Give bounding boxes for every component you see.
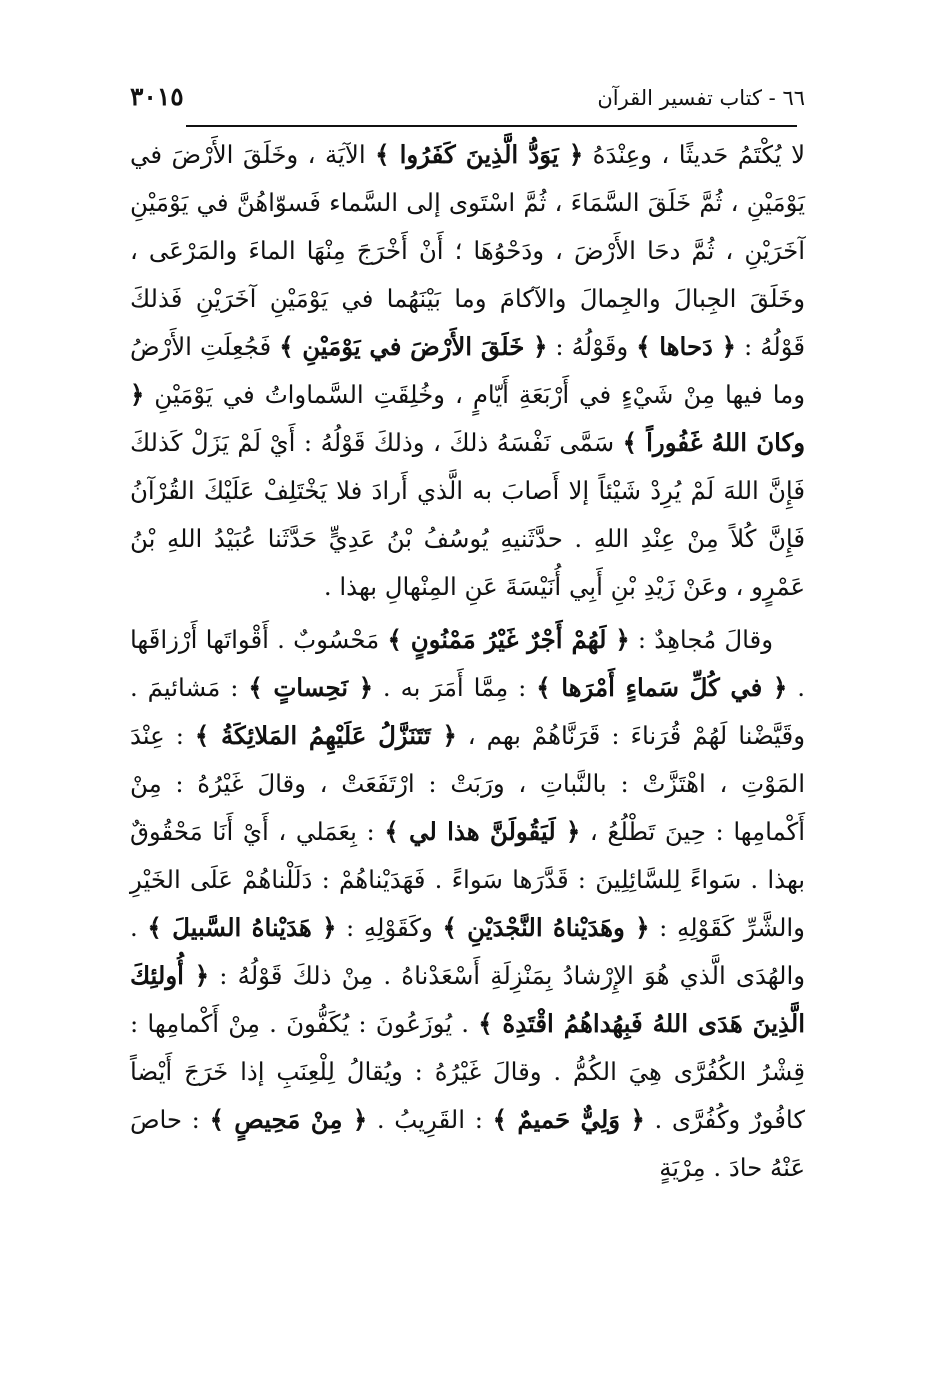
text-segment: . والهُدَى الَّذي هُوَ الإِرْشادُ بِمَنْزِلَةِ أَسْعَدْناهُ . مِنْ ذلكَ قَوْلُهُ : <box>130 913 806 990</box>
text-segment: لا يُكْتَمُ حَديثًا ، وعِنْدَهُ <box>583 140 805 169</box>
quran-quote: ﴿ نَحِساتٍ ﴾ <box>248 673 373 702</box>
quran-quote: ﴿ هَدَيْناهُ السَّبيلَ ﴾ <box>147 913 337 942</box>
quran-quote: ﴿ وهَدَيْناهُ النَّجْدَيْنِ ﴾ <box>442 913 650 942</box>
quran-quote: ﴿ يَوَدُّ الَّذِينَ كَفَرُوا ﴾ <box>375 140 584 169</box>
text-segment: : بِعَمَلي ، أَيْ أَنَا مَحْقُوقٌ بهذا . سَواءً لِلسَّائِلِينَ : قَدَّرَها سَواءً . فَهَدَيْناهُمْ : دَلَلْناهُمْ عَلَى الخَيْرِ والشَّرِّ كَقَوْلِهِ : <box>130 817 805 942</box>
text-segment: مَحْسُوبٌ . أَقْواتَها أَرْزاقَها . <box>130 625 805 702</box>
body-text <box>130 131 805 1192</box>
quran-quote: ﴿ خَلَقَ الأَرْضَ في يَوْمَيْنِ ﴾ <box>279 332 548 361</box>
quran-quote: ﴿ مِنْ مَحِيصٍ ﴾ <box>209 1105 368 1134</box>
quran-quote: ﴿ دَحاها ﴾ <box>636 332 736 361</box>
text-segment: وقالَ مُجاهِدٌ : <box>629 625 773 654</box>
quran-quote: ﴿ وَلِيٌّ حَميمٌ ﴾ <box>492 1105 645 1134</box>
quran-quote: ﴿ وكانَ اللهُ غَفُوراً ﴾ <box>130 380 805 457</box>
paragraph <box>130 616 805 1192</box>
quran-quote: ﴿ لَهُمْ أَجْرٌ غَيْرُ مَمْنُونٍ ﴾ <box>387 625 630 654</box>
text-segment: الآيَة ، وخَلَقَ الأَرْضَ في يَوْمَيْنِ ، ثُمَّ خَلَقَ السَّمَاءَ ، ثُمَّ اسْتَوى إلى السَّماء فَسوّاهُنَّ في يَوْمَيْنِ آخَرَيْنِ ، ثُمَّ دحَا الأَرْضَ ، ودَحْوُهَا ؛ أَنْ أَخْرَجَ مِنْهَا الماءَ والمَرْعَى ، وخَلَقَ الجِبالَ والجِمالَ والآكامَ وما بَيْنَهُما في يَوْمَيْنِ آخَرَيْنِ فَذلكَ قَوْلُهُ : <box>130 140 805 361</box>
text-segment: وكَقَوْلِهِ : <box>336 913 443 942</box>
text-segment: : عِنْدَ المَوْتِ ، اهْتَزَّتْ : بالنَّباتِ ، ورَبَتْ : ارْتَفَعَتْ ، وقالَ غَيْرُهُ : مِنْ أَكْمامِها : حِينَ تَطْلُعُ ، <box>130 721 805 846</box>
text-segment: : القَرِيبُ . <box>367 1105 493 1134</box>
quran-quote: ﴿ لَيَقُولَنَّ هذا لي ﴾ <box>384 817 581 846</box>
text-segment: : مِمَّا أَمَرَ به . <box>373 673 537 702</box>
text-segment: : مَشائيمَ . وقَيَّضْنا لَهُمْ قُرَناءَ : قَرَنَّاهُمْ بهم ، <box>130 673 805 750</box>
text-segment: : حاصَ عَنْهُ حادَ . مِرْيَةٍ <box>130 1105 805 1182</box>
quran-quote: ﴿ تَتَنَزَّلُ عَلَيْهِمُ المَلائِكَةُ ﴾ <box>194 721 457 750</box>
text-segment: وقَوْلُهُ : <box>547 332 637 361</box>
running-title: ٦٦ - كتاب تفسير القرآن <box>597 86 805 110</box>
text-segment: فَجُعِلَتِ الأَرْضُ وما فيها مِنْ شَيْءٍ في أَرْبَعَةِ أَيّامٍ ، وخُلِقَتِ السَّماواتُ في يَوْمَيْنِ <box>130 332 805 409</box>
page-header <box>130 78 805 122</box>
quran-quote: ﴿ في كُلِّ سَماءٍ أَمْرَها ﴾ <box>536 673 788 702</box>
text-segment: سَمَّى نَفْسَهُ ذلكَ ، وذلكَ قَوْلُهُ : أَيْ لَمْ يَزَلْ كَذلكَ فَإِنَّ اللهَ لَمْ يُرِدْ شَيْئاً إلا أَصابَ به الَّذي أَرادَ فلا يَخْتَلِفْ عَلَيْكَ القُرْآنُ فَإِنَّ كُلاً مِنْ عِنْدِ اللهِ . حدَّثَنيهِ يُوسُفُ بْنُ عَدِيٍّ حَدَّثَنا عُبَيْدُ اللهِ بْنُ عَمْرٍو ، وعَنْ زَيْدِ بْنِ أَبِي أُنَيْسَةَ عَنِ المِنْهالِ بهذا . <box>130 428 805 601</box>
header-rule <box>186 125 797 127</box>
text-segment: . يُوزَعُونَ : يُكَفُّونَ . مِنْ أَكْمامِها : قِشْرُ الكُفُرَّى هِيَ الكُمُّ . وقالَ غَيْرُهُ : ويُقالُ لِلْعِنَبِ إذا خَرَجَ أَيْضاً كافُورٌ وكُفُرَّى . <box>130 1009 805 1134</box>
page-number: ٣٠١٥ <box>130 82 184 111</box>
paragraph <box>130 131 805 611</box>
quran-quote: ﴿ أُولئِكَ الَّذِينَ هَدَى اللهُ فَبِهُداهُمُ اقْتَدِهْ ﴾ <box>130 961 805 1038</box>
